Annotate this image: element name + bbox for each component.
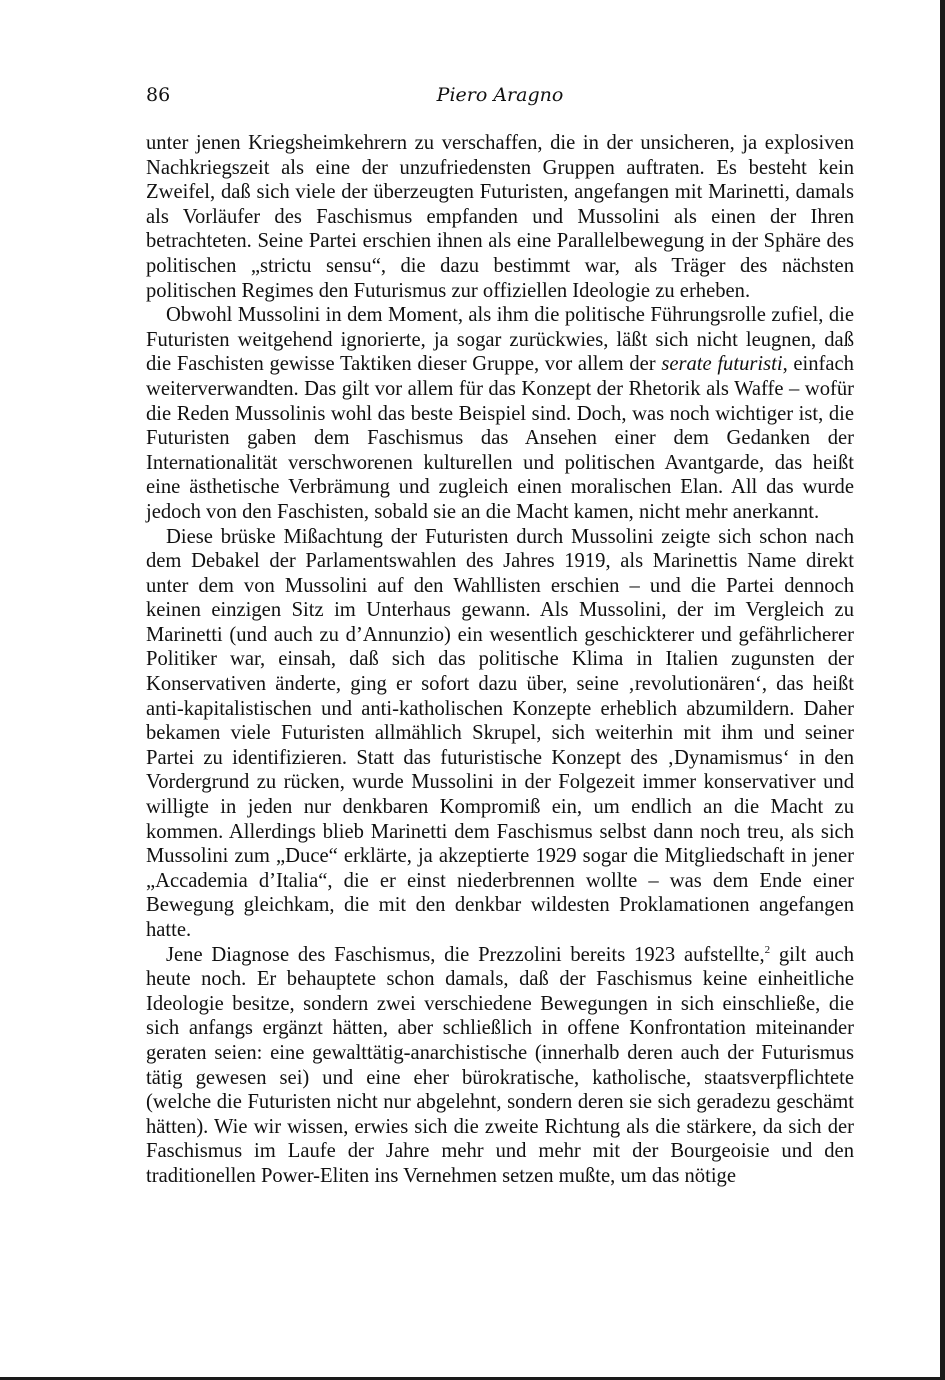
body-text <box>146 131 854 1189</box>
running-head: Piero Aragno <box>436 84 564 106</box>
page-header <box>146 84 854 110</box>
paragraph-3 <box>146 525 854 943</box>
paragraph-3-text: Diese brüske Mißachtung der Futuristen durch Mussolini zeigte sich schon nach dem Debakel der Parlamentswahlen des Jahres 1919, als Marinettis Name direkt unter dem von Mussolini auf den Wahllisten erschien – und die Partei dennoch keinen einzigen Sitz im Unterhaus gewann. Als Mussolini, der im Vergleich zu Marinetti (und auch zu d’Annunzio) ein wesentlich geschickterer und gefährlicherer Politiker war, einsah, daß sich das politische Klima in Italien zugunsten der Konservativen änderte, ging er sofort dazu über, seine ‚revolutionären‘, das heißt anti-kapitalistischen und anti-katholischen Konzepte erheblich abzumildern. Daher bekamen viele Futuristen allmählich Skrupel, sich weiterhin mit ihm und seiner Partei zu identifizieren. Statt das futuristische Konzept des ‚Dynamismus‘ in den Vordergrund zu rücken, wurde Mussolini in der Folgezeit immer konservativer und willigte in jeden nur denkbaren Kompromiß ein, um endlich an die Macht zu kommen. Allerdings blieb Marinetti dem Faschismus selbst dann noch treu, als sich Mussolini zum „Duce“ erklärte, ja akzeptierte 1929 sogar die Mitgliedschaft in jener „Accademia d’Italia“, die er einst niederbrennen wollte – was dem Ende einer Bewegung gleichkam, die mit den denkbar wildesten Proklamationen angefangen hatte. <box>146 525 854 941</box>
footnote-reference[interactable]: 2 <box>764 943 771 956</box>
paragraph-4 <box>146 943 854 1189</box>
paragraph-4-text-end: gilt auch heute noch. Er behauptete schon damals, daß der Faschismus keine einheitliche Ideologie besitze, sondern zwei verschiedene Bewegungen in sich einschließe, die sich anfangs ergänzt hätten, aber schließlich in offene Konfrontation miteinander geraten seien: eine gewalttätig-anarchistische (innerhalb deren auch der Futurismus tätig gewesen sei) und eine eher bürokratische, katholische, staatsverpflichtete (welche die Futuristen nicht nur abgelehnt, sondern deren sie sich geradezu geschämt hätten). Wie wir wissen, erwies sich die zweite Richtung als die stärkere, da sich der Faschismus im Laufe der Jahre mehr und mehr mit der Bourgeoisie und den traditionellen Power-Eliten ins Vernehmen setzen mußte, um das nötige <box>146 943 854 1187</box>
page-number: 86 <box>146 84 171 106</box>
paragraph-2-italic-term: serate futuristi <box>661 353 783 376</box>
scan-edge-right <box>940 0 945 1380</box>
paragraph-4-text-start: Jene Diagnose des Faschismus, die Prezzolini bereits 1923 aufstellte, <box>166 943 765 966</box>
paragraph-1 <box>146 131 854 303</box>
paragraph-2-text-end: , einfach weiterverwandten. Das gilt vor allem für das Konzept der Rhetorik als Waffe – wofür die Reden Mussolinis wohl das beste Beispiel sind. Doch, was noch wichtiger ist, die Futuristen gaben dem Faschismus das Ansehen einer dem Gedanken der Internationalität verschworenen kulturellen und politischen Avantgarde, das heißt eine ästhetische Verbrämung und zugleich einen moralischen Elan. All das wurde jedoch von den Faschisten, sobald sie an die Macht kamen, nicht mehr anerkannt. <box>146 353 854 523</box>
paragraph-2-text-start: Obwohl Mussolini in dem Moment, als ihm die politische Führungsrolle zufiel, die Futuristen weitgehend ignorierte, ja sogar zurückwies, läßt sich nicht leugnen, daß die Faschisten gewisse Taktiken dieser Gruppe, vor allem der <box>146 304 854 376</box>
paragraph-1-text: unter jenen Kriegsheimkehrern zu verschaffen, die in der unsicheren, ja explosiven Nachkriegszeit als eine der unzufriedensten Gruppen auftraten. Es besteht kein Zweifel, daß sich viele der überzeugten Futuristen, angefangen mit Marinetti, damals als Vorläufer des Faschismus empfanden und Mussolini als einen der Ihren betrachteten. Seine Partei erschien ihnen als eine Parallelbewegung in der Sphäre des politischen „strictu sensu“, die dazu bestimmt war, als Träger des nächsten politischen Regimes den Futurismus zur offiziellen Ideologie zu erheben. <box>146 132 854 302</box>
paragraph-2 <box>146 303 854 524</box>
